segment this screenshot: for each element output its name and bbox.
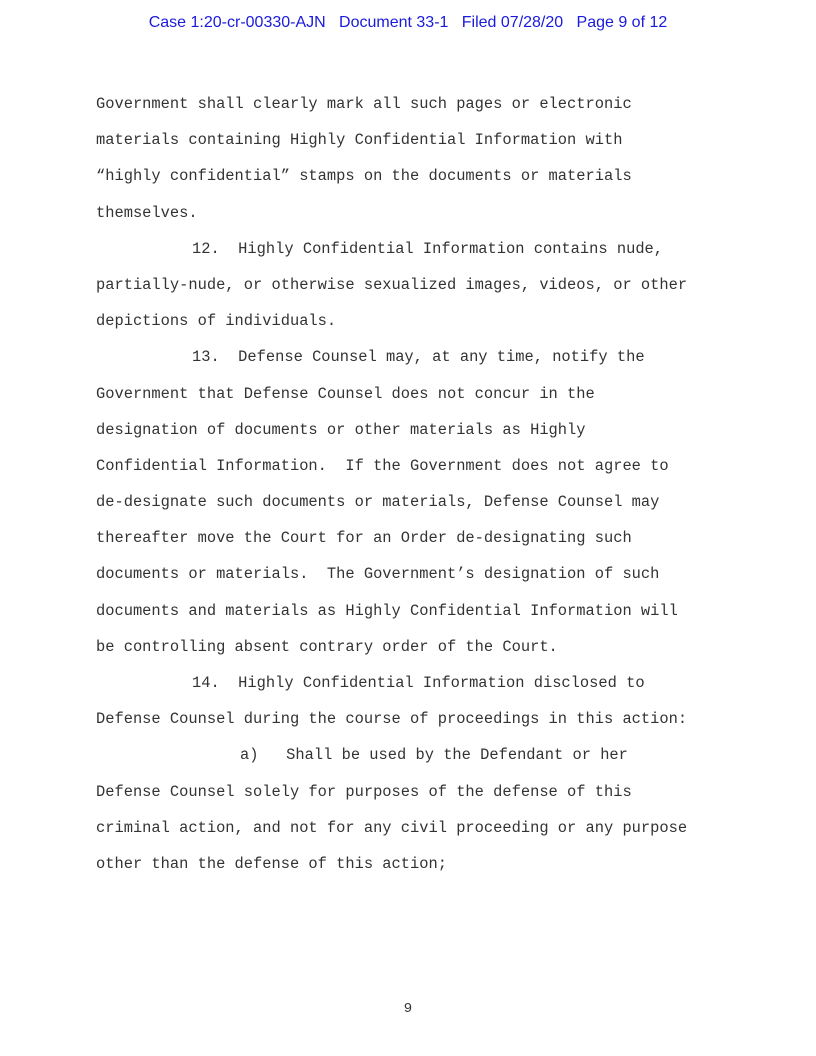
body-line: criminal action, and not for any civil proceeding or any purpose <box>96 818 688 837</box>
paragraph-14-start: 14. Highly Confidential Information disclosed to <box>192 674 645 692</box>
subparagraph-a-start: a) Shall be used by the Defendant or her <box>240 746 628 765</box>
body-line: designation of documents or other materials as Highly <box>96 420 586 439</box>
page-number: 9 <box>403 1001 413 1017</box>
body-line: Defense Counsel during the course of proceedings in this action: <box>96 710 688 729</box>
paragraph-12-start: 12. Highly Confidential Information contains nude, <box>192 239 664 258</box>
body-line: materials containing Highly Confidential Information with <box>96 131 623 150</box>
body-line: depictions of individuals. <box>96 312 337 331</box>
paragraph-13-start: 13. Defense Counsel may, at any time, notify the <box>192 348 645 367</box>
body-line: de-designate such documents or materials, Defense Counsel may <box>96 493 660 512</box>
body-line: documents and materials as Highly Confidential Information will <box>96 601 678 620</box>
body-line: partially-nude, or otherwise sexualized images, videos, or other <box>96 275 688 294</box>
body-line: other than the defense of this action; <box>96 854 447 873</box>
body-line: be controlling absent contrary order of the Court. <box>96 637 558 656</box>
filed-date: Filed 07/28/20 <box>461 14 564 31</box>
ecf-header <box>0 14 816 32</box>
body-line: Defense Counsel solely for purposes of the defense of this <box>96 782 632 801</box>
body-line: thereafter move the Court for an Order de-designating such <box>96 529 632 548</box>
body-line: Confidential Information. If the Government does not agree to <box>96 456 669 475</box>
body-line: Government shall clearly mark all such pages or electronic <box>96 95 632 113</box>
body-line: Government that Defense Counsel does not concur in the <box>96 384 595 403</box>
body-line: “highly confidential” stamps on the documents or materials <box>96 167 632 186</box>
document-body <box>96 86 736 882</box>
body-line: themselves. <box>96 203 198 222</box>
body-line: documents or materials. The Government’s designation of such <box>96 565 660 584</box>
case-number: Case 1:20-cr-00330-AJN <box>148 14 326 31</box>
page-of-pages: Page 9 of 12 <box>576 14 668 31</box>
document-number: Document 33-1 <box>339 14 449 31</box>
